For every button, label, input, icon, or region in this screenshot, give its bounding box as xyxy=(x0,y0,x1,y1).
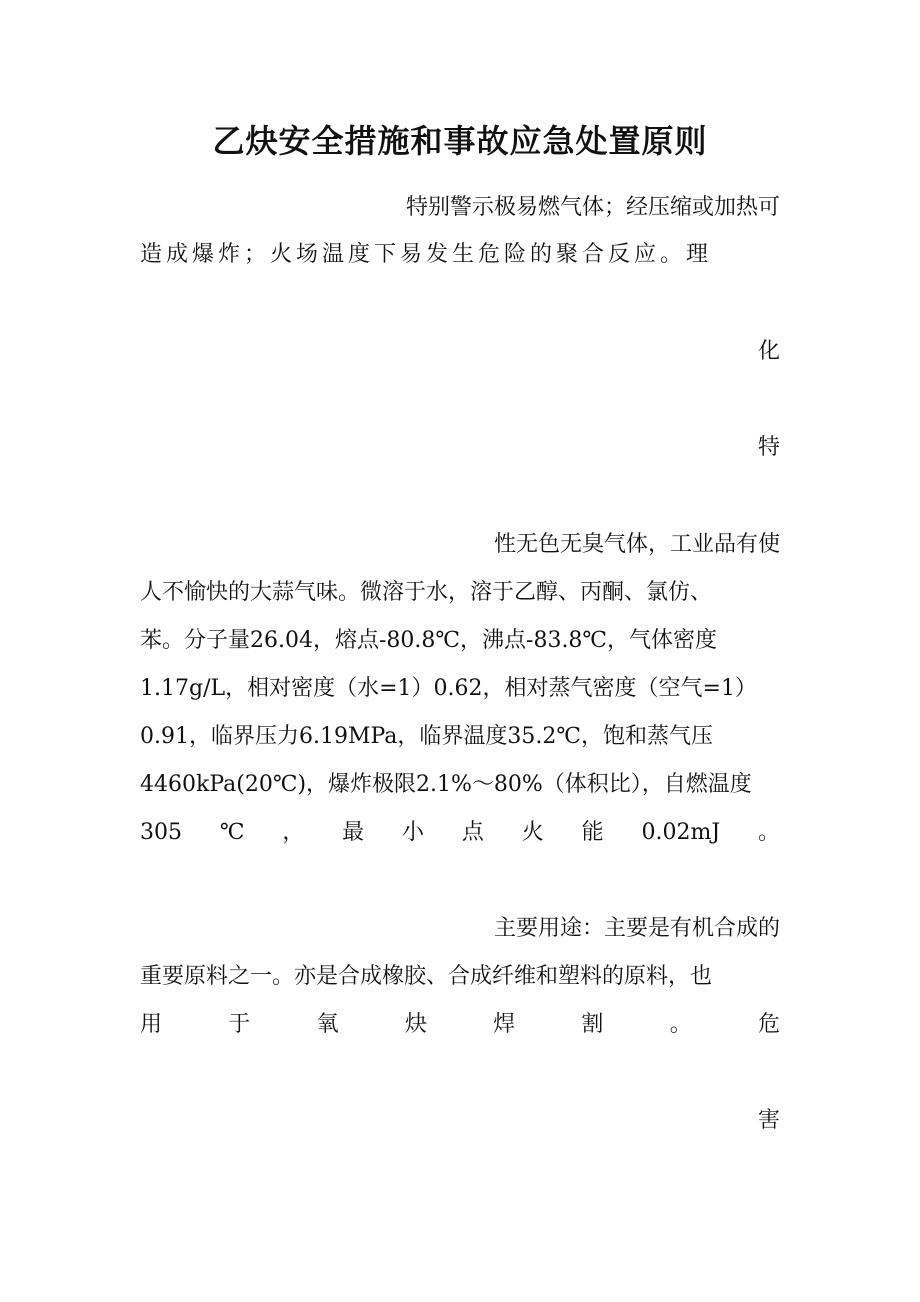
text-line-justified xyxy=(140,1010,780,1040)
text-token: 0.02mJ xyxy=(641,820,721,845)
text-line: 性无色无臭气体，工业品有使 xyxy=(493,532,780,557)
text-line-justified xyxy=(140,818,780,848)
text-line: 特 xyxy=(757,435,780,460)
text-token: 火 xyxy=(521,820,544,845)
text-token: ， xyxy=(282,820,305,845)
text-line: 造成爆炸；火场温度下易发生危险的聚合反应。理 xyxy=(140,242,713,267)
text-line: 化 xyxy=(757,339,780,364)
text-token: 于 xyxy=(228,1012,251,1037)
text-token: 危 xyxy=(757,1012,780,1037)
document-title: 乙炔安全措施和事故应急处置原则 xyxy=(212,122,708,160)
text-token: 割 xyxy=(581,1012,604,1037)
text-token: 。 xyxy=(757,820,780,845)
text-token: 用 xyxy=(140,1012,163,1037)
text-line: 特别警示极易燃气体；经压缩或加热可 xyxy=(405,195,780,220)
text-line: 1.17g/L，相对密度（水=1）0.62，相对蒸气密度（空气=1） xyxy=(140,676,757,701)
text-token: 。 xyxy=(669,1012,692,1037)
text-token: 能 xyxy=(581,820,604,845)
text-token: 小 xyxy=(402,820,425,845)
text-line: 苯。分子量26.04，熔点-80.8℃，沸点-83.8℃，气体密度 xyxy=(140,628,718,653)
text-line: 人不愉快的大蒜气味。微溶于水，溶于乙醇、丙酮、氯仿、 xyxy=(140,580,713,605)
text-line: 0.91，临界压力6.19MPa，临界温度35.2℃，饱和蒸气压 xyxy=(140,724,714,749)
text-line: 4460kPa(20℃)，爆炸极限2.1%～80%（体积比），自燃温度 xyxy=(140,772,752,797)
text-line: 重要原料之一。亦是合成橡胶、合成纤维和塑料的原料，也 xyxy=(140,964,713,989)
text-token: 点 xyxy=(461,820,484,845)
text-token: 氧 xyxy=(316,1012,339,1037)
text-token: ℃ xyxy=(219,820,245,845)
text-token: 焊 xyxy=(493,1012,516,1037)
text-line: 主要用途：主要是有机合成的 xyxy=(493,916,780,941)
text-token: 炔 xyxy=(404,1012,427,1037)
text-line: 害 xyxy=(757,1108,780,1133)
text-token: 最 xyxy=(342,820,365,845)
text-token: 305 xyxy=(140,820,182,845)
